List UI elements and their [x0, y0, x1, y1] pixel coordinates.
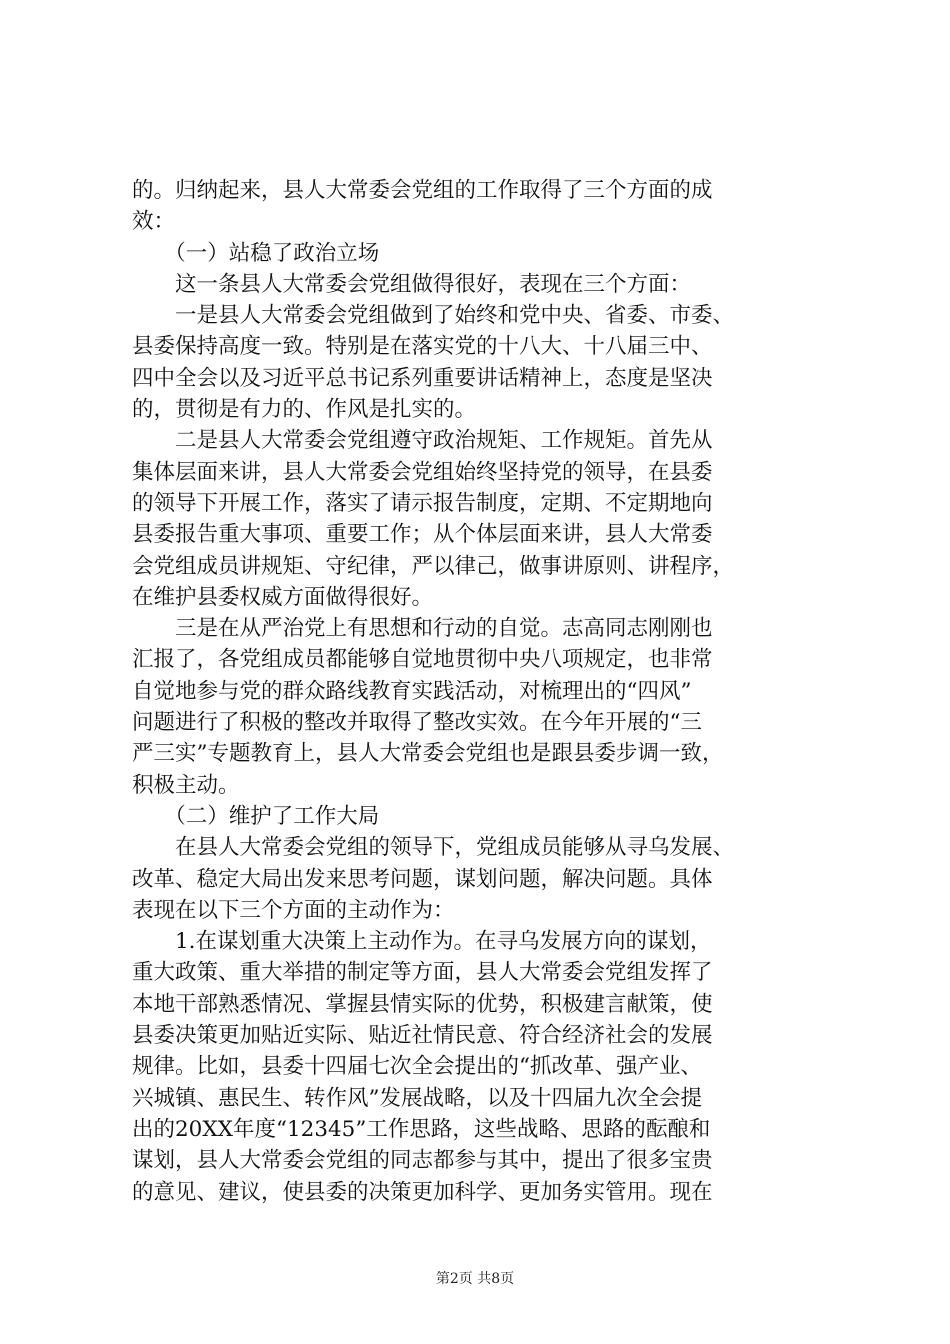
- text-line: 效：: [132, 209, 176, 235]
- text-line: 在维护县委权威方面做得很好。: [132, 584, 434, 610]
- text-line: 汇报了，各党组成员都能够自觉地贯彻中央八项规定，也非常: [132, 647, 713, 673]
- text-line: 自觉地参与党的群众路线教育实践活动，对梳理出的“四风”: [132, 678, 692, 704]
- text-line: 县委报告重大事项、重要工作；从个体层面来讲，县人大常委: [132, 522, 713, 548]
- text-line: 兴城镇、惠民生、转作风”发展战略，以及十四届九次全会提: [132, 1085, 702, 1111]
- text-line: 的，贯彻是有力的、作风是扎实的。: [132, 397, 477, 423]
- text-line: 四中全会以及习近平总书记系列重要讲话精神上，态度是坚决: [132, 365, 713, 391]
- text-line: 县委决策更加贴近实际、贴近社情民意、符合经济社会的发展: [132, 1023, 713, 1049]
- text-line: 重大政策、重大举措的制定等方面，县人大常委会党组发挥了: [132, 960, 713, 986]
- text-line: 本地干部熟悉情况、掌握县情实际的优势，积极建言献策，使: [132, 991, 713, 1017]
- text-line: 二是县人大常委会党组遵守政治规矩、工作规矩。首先从: [132, 428, 713, 454]
- document-body: [132, 175, 832, 1208]
- text-line: 问题进行了积极的整改并取得了整改实效。在今年开展的“三: [132, 710, 702, 736]
- text-line: 积极主动。: [132, 772, 240, 798]
- text-line: 表现在以下三个方面的主动作为：: [132, 897, 455, 923]
- text-line: 的。归纳起来，县人大常委会党组的工作取得了三个方面的成: [132, 178, 713, 203]
- text-line: 的意见、建议，使县委的决策更加科学、更加务实管用。现在: [132, 1179, 713, 1205]
- text-line: 集体层面来讲，县人大常委会党组始终坚持党的领导，在县委: [132, 459, 713, 485]
- text-line: 会党组成员讲规矩、守纪律，严以律己，做事讲原则、讲程序，: [132, 553, 735, 579]
- text-line: 的领导下开展工作，落实了请示报告制度，定期、不定期地向: [132, 490, 713, 516]
- text-line: 这一条县人大常委会党组做得很好，表现在三个方面：: [132, 271, 692, 297]
- text-line: 规律。比如，县委十四届七次全会提出的“抓改革、强产业、: [132, 1054, 702, 1080]
- section-heading: （一）站稳了政治立场: [132, 240, 380, 266]
- text-line: 县委保持高度一致。特别是在落实党的十八大、十八届三中、: [132, 334, 713, 360]
- text-line: 在县人大常委会党组的领导下，党组成员能够从寻乌发展、: [132, 835, 735, 861]
- text-line: 一是县人大常委会党组做到了始终和党中央、省委、市委、: [132, 303, 735, 329]
- text-line: 三是在从严治党上有思想和行动的自觉。志高同志刚刚也: [132, 616, 713, 642]
- text-line: 严三实”专题教育上，县人大常委会党组也是跟县委步调一致，: [132, 741, 724, 767]
- text-line: 改革、稳定大局出发来思考问题，谋划问题，解决问题。具体: [132, 866, 713, 892]
- text-line: 谋划，县人大常委会党组的同志都参与其中，提出了很多宝贵: [132, 1148, 713, 1174]
- text-line: 1.在谋划重大决策上主动作为。在寻乌发展方向的谋划，: [132, 929, 712, 955]
- section-heading: （二）维护了工作大局: [132, 803, 380, 829]
- text-line: 出的20XX年度“12345”工作思路，这些战略、思路的酝酿和: [132, 1116, 711, 1142]
- page-number-footer: 第2页 共8页: [435, 1271, 515, 1287]
